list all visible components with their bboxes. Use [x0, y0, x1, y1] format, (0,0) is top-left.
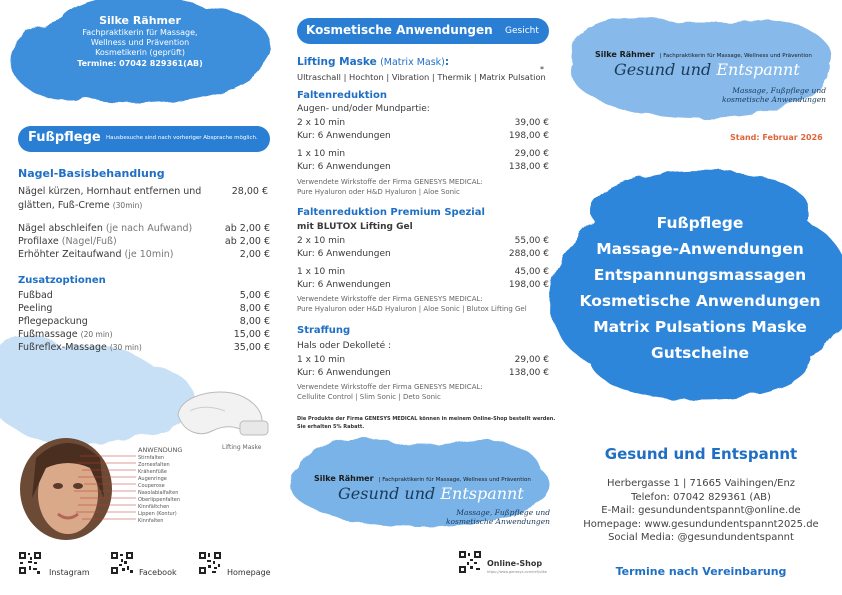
service-item: Massage-Anwendungen: [596, 240, 804, 258]
item-label: Peeling: [18, 303, 53, 314]
section-fusspflege: [18, 126, 270, 152]
header-phone: Termine: 07042 829361(AB): [77, 59, 203, 68]
basis-title: Nagel-Basisbehandlung: [18, 167, 165, 180]
right-brand: [614, 60, 800, 79]
face-label: Nasolabialfalten: [138, 490, 179, 496]
logo-tag: | Fachpraktikerin für Massage, Wellness und Prävention: [659, 53, 812, 59]
brand-part: Gesund und: [338, 484, 436, 503]
item-extra: (30 min): [109, 343, 142, 352]
logo-tag: | Fachpraktikerin für Massage, Wellness und Prävention: [378, 477, 531, 483]
face-label: Augenringe: [138, 476, 167, 482]
item-price: 8,00 €: [239, 303, 270, 314]
item-label: 1 x 10 min: [297, 267, 346, 277]
qr-code-instagram[interactable]: [18, 551, 42, 575]
face-label-lines: [60, 452, 140, 528]
shop-url[interactable]: https://www.genesys.com/ref/silke: [487, 570, 547, 574]
note-line: Pure Hyaluron oder H&D Hyaluron | Aloe Sonic: [297, 188, 460, 196]
item-label: Kur: 6 Anwendungen: [297, 131, 391, 141]
owner-name: Silke Rähmer: [99, 14, 181, 27]
item-price: 28,00 €: [231, 186, 268, 197]
ingredients-note: [297, 294, 527, 314]
item-price: 138,00 €: [508, 368, 549, 378]
contact-phone[interactable]: Telefon: 07042 829361 (AB): [631, 491, 771, 503]
item-price: 35,00 €: [233, 342, 270, 353]
qr-code-facebook[interactable]: [110, 551, 134, 575]
face-label: Lippen (Kontur): [138, 511, 177, 517]
options-title: Zusatzoptionen: [18, 275, 106, 286]
lifting-mask-image: [170, 385, 270, 443]
header-line: Kosmetikerin (geprüft): [95, 48, 185, 57]
footnote-line: Die Produkte der Firma GENESYS MEDICAL können in meinem Online-Shop bestellt werden.: [297, 416, 556, 422]
face-label: Kinnfalten: [138, 518, 164, 524]
contact-social[interactable]: Social Media: @gesundundentspannt: [608, 532, 794, 543]
item-price: 45,00 €: [514, 267, 549, 277]
falten-intro: Augen- und/oder Mundpartie:: [297, 104, 430, 114]
services-list: [560, 210, 840, 366]
face-label: Kinnfältchen: [138, 504, 170, 510]
note-line: Cellulite Control | Slim Sonic | Deto Sonic: [297, 393, 441, 401]
premium-intro: mit BLUTOX Lifting Gel: [297, 222, 413, 232]
ingredients-note: [297, 382, 483, 402]
brand-part: Gesund und: [614, 60, 712, 79]
face-label: Stirnfalten: [138, 455, 165, 461]
item-price: 5,00 €: [239, 290, 270, 301]
lifting-star: *: [540, 65, 544, 74]
qr-code-homepage[interactable]: [198, 551, 222, 575]
middle-logo: [314, 466, 564, 485]
item-price: 288,00 €: [508, 249, 549, 259]
item-label: Kur: 6 Anwendungen: [297, 368, 391, 378]
item-extra: (je 10min): [124, 249, 174, 260]
item-price: 39,00 €: [514, 118, 549, 128]
item-extra: (30min): [112, 201, 143, 210]
appointments-note: Termine nach Vereinbarung: [615, 565, 787, 578]
service-item: Gutscheine: [651, 344, 749, 362]
face-label: Krähenfüße: [138, 469, 167, 475]
item-label: 2 x 10 min: [297, 236, 346, 246]
contact-title: Gesund und Entspannt: [604, 445, 798, 463]
face-label: Couperose: [138, 483, 165, 489]
item-label: glätten, Fuß-Creme: [18, 200, 110, 211]
contact-homepage[interactable]: Homepage: www.gesundundentspannt2025.de: [583, 518, 819, 530]
item-label: 1 x 10 min: [297, 149, 346, 159]
brand-sub-line: kosmetische Anwendungen: [721, 95, 826, 104]
header-line: Wellness und Prävention: [90, 38, 190, 47]
brand-sub-line: Massage, Fußpflege und: [732, 86, 826, 95]
item-label: Nägel kürzen, Hornhaut entfernen und: [18, 186, 202, 197]
note-line: Pure Hyaluron oder H&D Hyaluron | Aloe Sonic | Blutox Lifting Gel: [297, 305, 527, 313]
item-price: 2,00 €: [239, 249, 270, 260]
face-label: Zornesfalten: [138, 462, 170, 468]
straffung-title: Straffung: [297, 325, 351, 336]
brand-sub-line: kosmetische Anwendungen: [445, 517, 550, 526]
ingredients-note: [297, 177, 483, 197]
shop-label[interactable]: Online-Shop: [487, 559, 543, 568]
falten-title: Faltenreduktion: [297, 90, 387, 101]
contact-block: [566, 477, 836, 545]
item-price: 138,00 €: [508, 162, 549, 172]
header-line: Fachpraktikerin für Massage,: [82, 28, 198, 37]
item-label: Kur: 6 Anwendungen: [297, 162, 391, 172]
item-label: 1 x 10 min: [297, 355, 346, 365]
note-line: Verwendete Wirkstoffe der Firma GENESYS MEDICAL:: [297, 295, 483, 303]
item-label: 2 x 10 min: [297, 118, 346, 128]
logo-name: Silke Rähmer: [595, 50, 655, 59]
note-line: Verwendete Wirkstoffe der Firma GENESYS MEDICAL:: [297, 178, 483, 186]
contact-email[interactable]: E-Mail: gesundundentspannt@online.de: [601, 505, 801, 516]
item-extra: (20 min): [80, 330, 113, 339]
item-price: ab 2,00 €: [224, 236, 270, 247]
mask-caption: Lifting Maske: [222, 444, 262, 451]
section-title: Kosmetische Anwendungen: [306, 23, 493, 37]
item-label: Erhöhter Zeitaufwand: [18, 249, 122, 260]
section-subtitle: Gesicht: [505, 26, 539, 36]
section-note: Hausbesuche sind nach vorheriger Absprache möglich.: [106, 135, 258, 141]
item-price: 198,00 €: [508, 280, 549, 290]
face-legend: [138, 446, 182, 525]
face-label: Oberlippenfalten: [138, 497, 181, 503]
item-price: 198,00 €: [508, 131, 549, 141]
item-price: ab 2,00 €: [224, 223, 270, 234]
right-brand-sub: [710, 86, 826, 104]
qr-code-shop[interactable]: [458, 550, 482, 574]
service-item: Matrix Pulsations Maske: [593, 318, 807, 336]
item-extra: (Nagel/Fuß): [61, 236, 117, 247]
lifting-paren: (Matrix Mask): [380, 57, 445, 68]
stand-date: Stand: Februar 2026: [730, 133, 823, 142]
item-price: 55,00 €: [514, 236, 549, 246]
item-label: Kur: 6 Anwendungen: [297, 280, 391, 290]
service-item: Kosmetische Anwendungen: [579, 292, 821, 310]
item-label: Profilaxe: [18, 236, 59, 247]
premium-title: Faltenreduktion Premium Spezial: [297, 207, 485, 218]
section-kosmetik: [297, 18, 549, 44]
right-logo: [595, 42, 840, 61]
logo-name: Silke Rähmer: [314, 474, 374, 483]
item-price: 8,00 €: [239, 316, 270, 327]
item-price: 29,00 €: [514, 149, 549, 159]
note-line: Verwendete Wirkstoffe der Firma GENESYS MEDICAL:: [297, 383, 483, 391]
lifting-features: Ultraschall | Hochton | Vibration | Thermik | Matrix Pulsation: [297, 72, 546, 82]
item-label: Fußbad: [18, 290, 53, 301]
middle-brand: [338, 484, 524, 503]
qr-label-homepage: Homepage: [227, 568, 271, 577]
item-price: 15,00 €: [233, 329, 270, 340]
item-label: Fußreflex-Massage: [18, 342, 107, 353]
face-legend-title: ANWENDUNG: [138, 446, 183, 454]
qr-label-facebook: Facebook: [139, 568, 177, 577]
straffung-intro: Hals oder Dekolleté :: [297, 341, 392, 351]
lifting-colon: :: [444, 56, 450, 68]
lifting-name: Lifting Maske: [297, 56, 377, 68]
service-item: Entspannungsmassagen: [593, 266, 807, 284]
brand-part: Entspannt: [716, 60, 800, 79]
shop-footnote: [297, 415, 555, 431]
brand-part: Entspannt: [440, 484, 524, 503]
item-label: Fußmassage: [18, 329, 78, 340]
item-label: Pflegepackung: [18, 316, 88, 327]
item-extra: (je nach Aufwand): [105, 223, 193, 234]
item-price: 29,00 €: [514, 355, 549, 365]
service-item: Fußpflege: [656, 214, 744, 232]
section-title: Fußpflege: [28, 130, 101, 145]
footnote-line: Sie erhalten 5% Rabatt.: [297, 424, 365, 430]
contact-address: Herbergasse 1 | 71665 Vaihingen/Enz: [606, 478, 796, 489]
lifting-title: [297, 56, 449, 68]
item-label: Kur: 6 Anwendungen: [297, 249, 391, 259]
middle-brand-sub: [440, 508, 550, 526]
brand-sub-line: Massage, Fußpflege und: [456, 508, 550, 517]
item-label: Nägel abschleifen: [18, 223, 103, 234]
qr-label-instagram: Instagram: [49, 568, 90, 577]
left-header: [60, 14, 220, 69]
